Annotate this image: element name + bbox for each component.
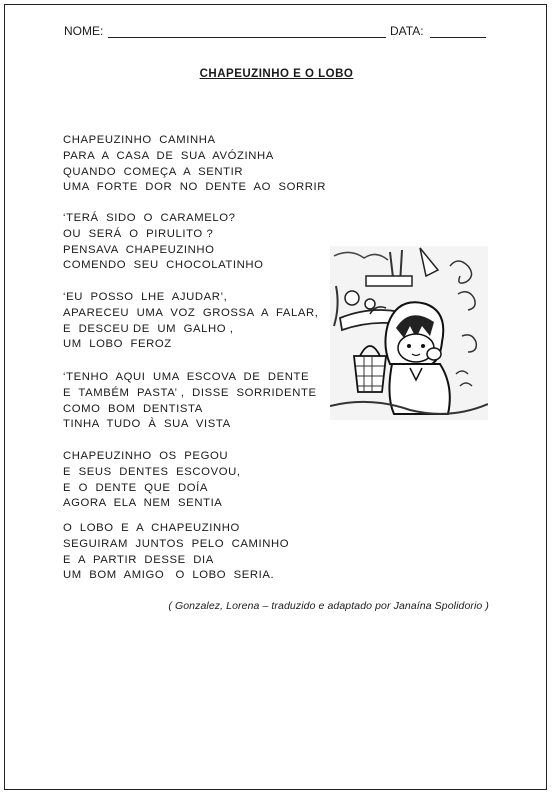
author-credit: ( Gonzalez, Lorena – traduzido e adaptado por Janaína Spolidorio ) — [168, 600, 489, 612]
poem-line: COMENDO SEU CHOCOLATINHO — [63, 259, 264, 272]
poem-line: APARECEU UMA VOZ GROSSA A FALAR, — [63, 306, 319, 319]
stanza-5 — [63, 449, 241, 512]
poem-line: O LOBO E A CHAPEUZINHO — [63, 522, 240, 534]
poem-line: OU SERÁ O PIRULITO ? — [63, 227, 214, 240]
poem-line: CHAPEUZINHO CAMINHA — [63, 134, 216, 146]
poem-line: E TAMBÉM PASTA’ , DISSE SORRIDENTE — [63, 386, 317, 399]
poem-line: QUANDO COMEÇA A SENTIR — [63, 165, 244, 178]
stanza-4 — [63, 370, 317, 433]
poem-line: PARA A CASA DE SUA AVÓZINHA — [63, 149, 274, 162]
name-blank-line[interactable] — [108, 37, 386, 38]
date-blank-line[interactable] — [430, 37, 486, 38]
poem-line: TINHA TUDO À SUA VISTA — [63, 418, 231, 431]
poem-line: ‘EU POSSO LHE AJUDAR’, — [63, 291, 228, 303]
poem-line: CHAPEUZINHO OS PEGOU — [63, 450, 229, 462]
stanza-3 — [63, 290, 319, 353]
stanza-2 — [63, 211, 264, 274]
poem-line: AGORA ELA NEM SENTIA — [63, 497, 223, 510]
poem-line: PENSAVA CHAPEUZINHO — [63, 243, 215, 256]
poem-line: E DESCEU DE UM GALHO , — [63, 322, 234, 335]
poem-line: SEGUIRAM JUNTOS PELO CAMINHO — [63, 537, 290, 550]
poem-line: COMO BOM DENTISTA — [63, 402, 203, 415]
stanza-6 — [63, 521, 289, 584]
poem-line: E SEUS DENTES ESCOVOU, — [63, 465, 241, 478]
stanza-1 — [63, 133, 326, 196]
poem-line: UMA FORTE DOR NO DENTE AO SORRIR — [63, 181, 326, 194]
name-label: NOME: — [64, 24, 104, 38]
poem-line: ‘TERÁ SIDO O CARAMELO? — [63, 212, 236, 224]
poem-line: E O DENTE QUE DOÍA — [63, 481, 209, 494]
poem-line: UM BOM AMIGO O LOBO SERIA. — [63, 569, 275, 582]
little-red-riding-hood-illustration — [330, 246, 488, 420]
poem-line: E A PARTIR DESSE DIA — [63, 553, 214, 566]
header-fields — [64, 24, 488, 42]
poem-line: ‘TENHO AQUI UMA ESCOVA DE DENTE — [63, 371, 310, 383]
poem-line: UM LOBO FEROZ — [63, 338, 172, 351]
date-label: DATA: — [390, 24, 424, 38]
poem-title: CHAPEUZINHO E O LOBO — [199, 68, 354, 80]
